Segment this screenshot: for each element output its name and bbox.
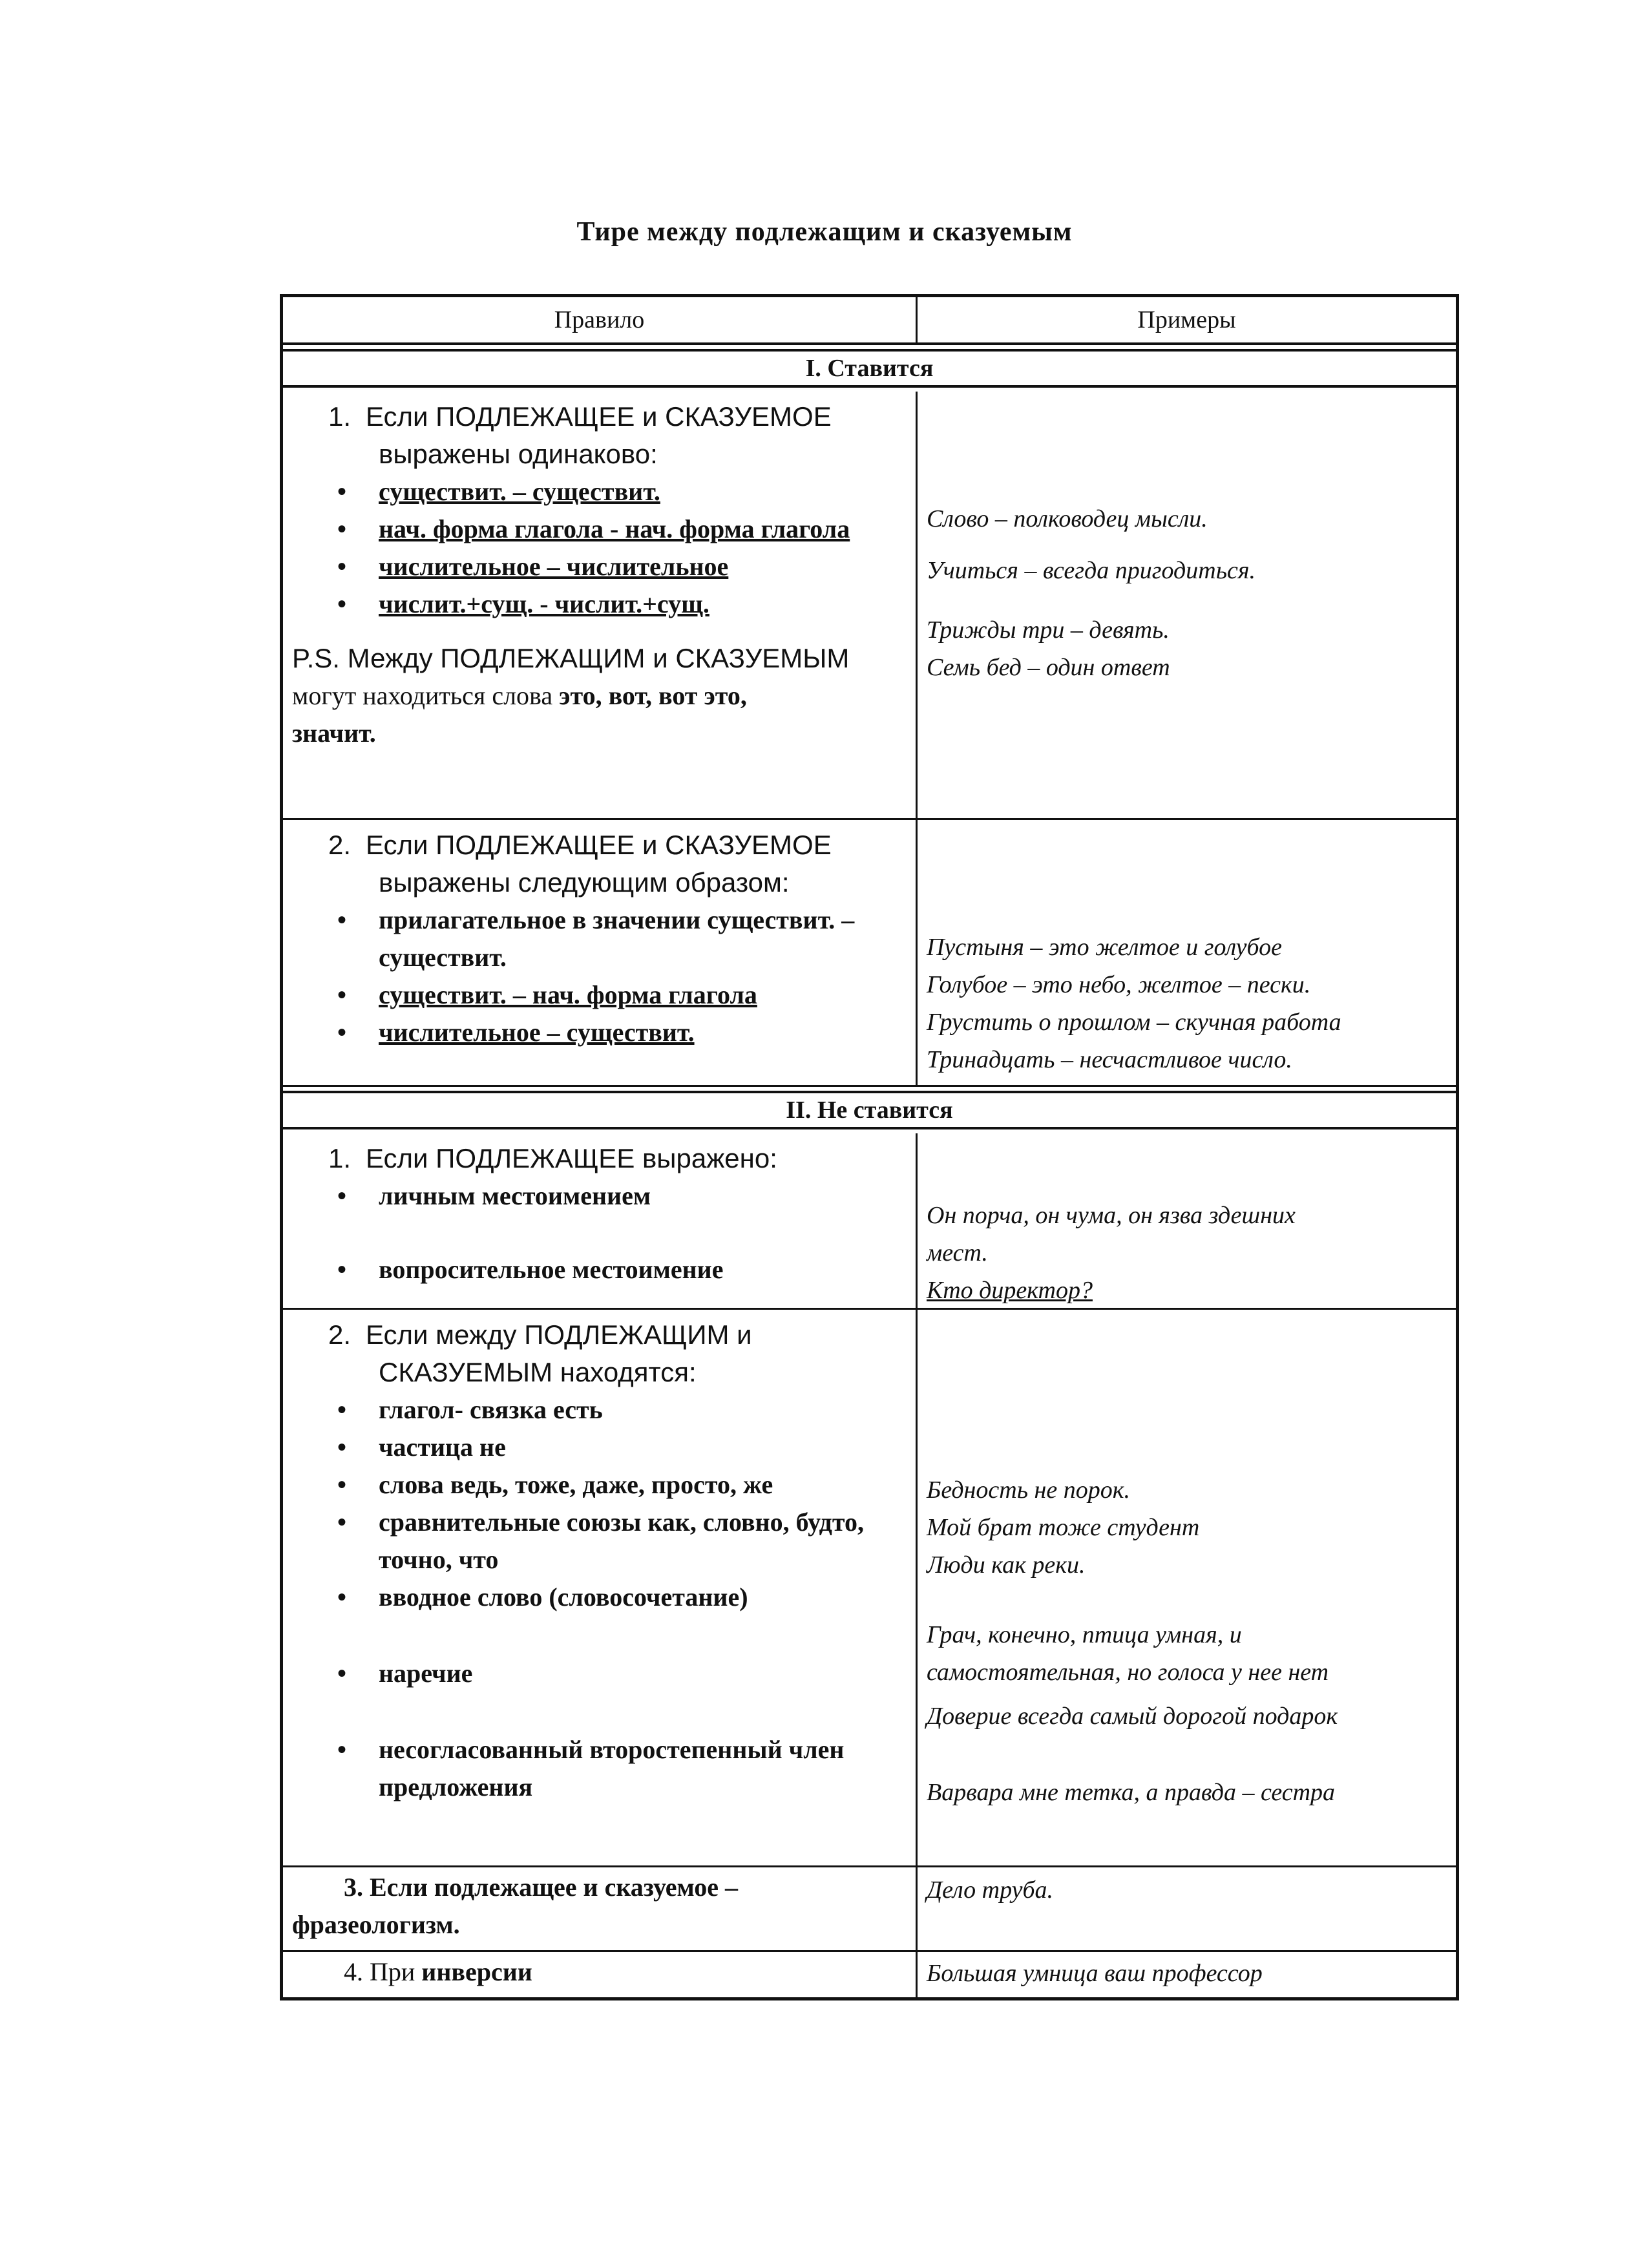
bullet-list (292, 473, 907, 623)
list-item: • сравнительные союзы как, словно, будто, точно, что (292, 1504, 907, 1579)
rules-table (280, 294, 1459, 2000)
example-line: Тринадцать – несчастливое число. (927, 1046, 1292, 1073)
rule-text: СКАЗУЕМЫМ находятся: (379, 1357, 697, 1387)
example-line: Грустить о прошлом – скучная работа (927, 1009, 1341, 1036)
rule-number: 2. (328, 830, 352, 860)
rule-text: Если ПОДЛЕЖАЩЕЕ и СКАЗУЕМОЕ (366, 830, 832, 860)
table-row (283, 1310, 1456, 1867)
table-row (283, 1952, 1456, 1997)
example-line: Варвара мне тетка, а правда – сестра (927, 1779, 1336, 1806)
list-item: • личным местоимением (292, 1177, 907, 1215)
list-item: • частица не (292, 1429, 907, 1466)
example-line: Он порча, он чума, он язва здешних (927, 1202, 1296, 1229)
example-line: Мой брат тоже студент (927, 1514, 1200, 1541)
table-row (283, 392, 1456, 820)
rule-number: 2. (328, 1319, 352, 1350)
ps-note: P.S. Между ПОДЛЕЖАЩИМ и СКАЗУЕМЫМ (292, 643, 850, 673)
example-line: Большая умница ваш профессор (927, 1960, 1263, 1987)
list-item: • числительное – числительное (292, 548, 907, 585)
page-title: Тире между подлежащим и сказуемым (576, 217, 1073, 247)
rule-text: Если ПОДЛЕЖАЩЕЕ выражено: (366, 1143, 777, 1173)
list-item: • нач. форма глагола - нач. форма глагола (292, 510, 907, 548)
header-rule: Правило (283, 297, 918, 342)
list-item: • числительное – существит. (292, 1014, 907, 1051)
list-item: • существит. – нач. форма глагола (292, 976, 907, 1014)
ps-note: значит. (292, 719, 376, 748)
rule-cell (283, 1867, 918, 1950)
examples-cell (918, 392, 1456, 818)
ps-words: это, вот, вот это, (559, 681, 747, 710)
example-line: самостоятельная, но голоса у нее нет (927, 1659, 1329, 1686)
example-line: Семь бед – один ответ (927, 654, 1170, 681)
examples-cell (918, 820, 1456, 1085)
examples-cell (918, 1133, 1456, 1308)
rule-text: фразеологизм. (292, 1910, 460, 1939)
rule-text: выражены следующим образом: (379, 867, 790, 898)
list-item: • вопросительное местоимение (292, 1251, 907, 1288)
table-header (283, 297, 1456, 345)
example-line: Пустыня – это желтое и голубое (927, 934, 1282, 961)
list-item: • слова ведь, тоже, даже, просто, же (292, 1466, 907, 1504)
example-line: Люди как реки. (927, 1551, 1086, 1579)
rule-cell (283, 1133, 918, 1308)
rule-text-bold: инверсии (421, 1957, 532, 1986)
rule-cell (283, 820, 918, 1085)
table-row (283, 1867, 1456, 1952)
example-line: Дело труба. (927, 1876, 1054, 1904)
example-line: Трижды три – девять. (927, 616, 1170, 644)
list-item: • числит.+сущ. - числит.+сущ. (292, 585, 907, 623)
table-row (283, 820, 1456, 1087)
rule-number: 1. (328, 401, 352, 432)
examples-cell (918, 1310, 1456, 1865)
rule-cell (283, 1310, 918, 1865)
rule-number: 1. (328, 1143, 352, 1173)
section-heading-2: II. Не ставится (283, 1091, 1456, 1129)
examples-cell (918, 1867, 1456, 1950)
example-line: Голубое – это небо, желтое – пески. (927, 971, 1311, 998)
example-line: Доверие всегда самый дорогой подарок (927, 1703, 1338, 1730)
example-line: Слово – полководец мысли. (927, 505, 1208, 532)
ps-note: могут находиться слова (292, 681, 553, 710)
rule-text: Если ПОДЛЕЖАЩЕЕ и СКАЗУЕМОЕ (366, 401, 832, 432)
list-item: • прилагательное в значении существит. – существит. (292, 901, 907, 976)
bullet-list (292, 901, 907, 1051)
list-item: • несогласованный второстепенный член предложения (292, 1731, 907, 1806)
example-line: Учиться – всегда пригодиться. (927, 557, 1256, 584)
header-examples: Примеры (1137, 306, 1236, 333)
rule-text: 3. Если подлежащее и сказуемое – (344, 1873, 738, 1902)
list-item: • глагол- связка есть (292, 1391, 907, 1429)
list-item: • вводное слово (словосочетание) (292, 1579, 907, 1616)
example-line: Бедность не порок. (927, 1476, 1131, 1504)
rule-cell (283, 392, 918, 818)
example-line: Грач, конечно, птица умная, и (927, 1621, 1242, 1648)
rule-text: выражены одинаково: (379, 439, 658, 469)
bullet-list (292, 1177, 907, 1288)
rule-cell (283, 1952, 918, 1997)
bullet-list (292, 1391, 907, 1806)
examples-cell (918, 1952, 1456, 1997)
rule-text: Если между ПОДЛЕЖАЩИМ и (366, 1319, 752, 1350)
rule-text: 4. При (344, 1957, 415, 1986)
list-item: • наречие (292, 1655, 907, 1692)
example-line: мест. (927, 1239, 988, 1266)
section-heading-1: I. Ставится (283, 349, 1456, 388)
table-row (283, 1133, 1456, 1310)
example-line: Кто директор? (927, 1277, 1093, 1304)
list-item: • существит. – существит. (292, 473, 907, 510)
